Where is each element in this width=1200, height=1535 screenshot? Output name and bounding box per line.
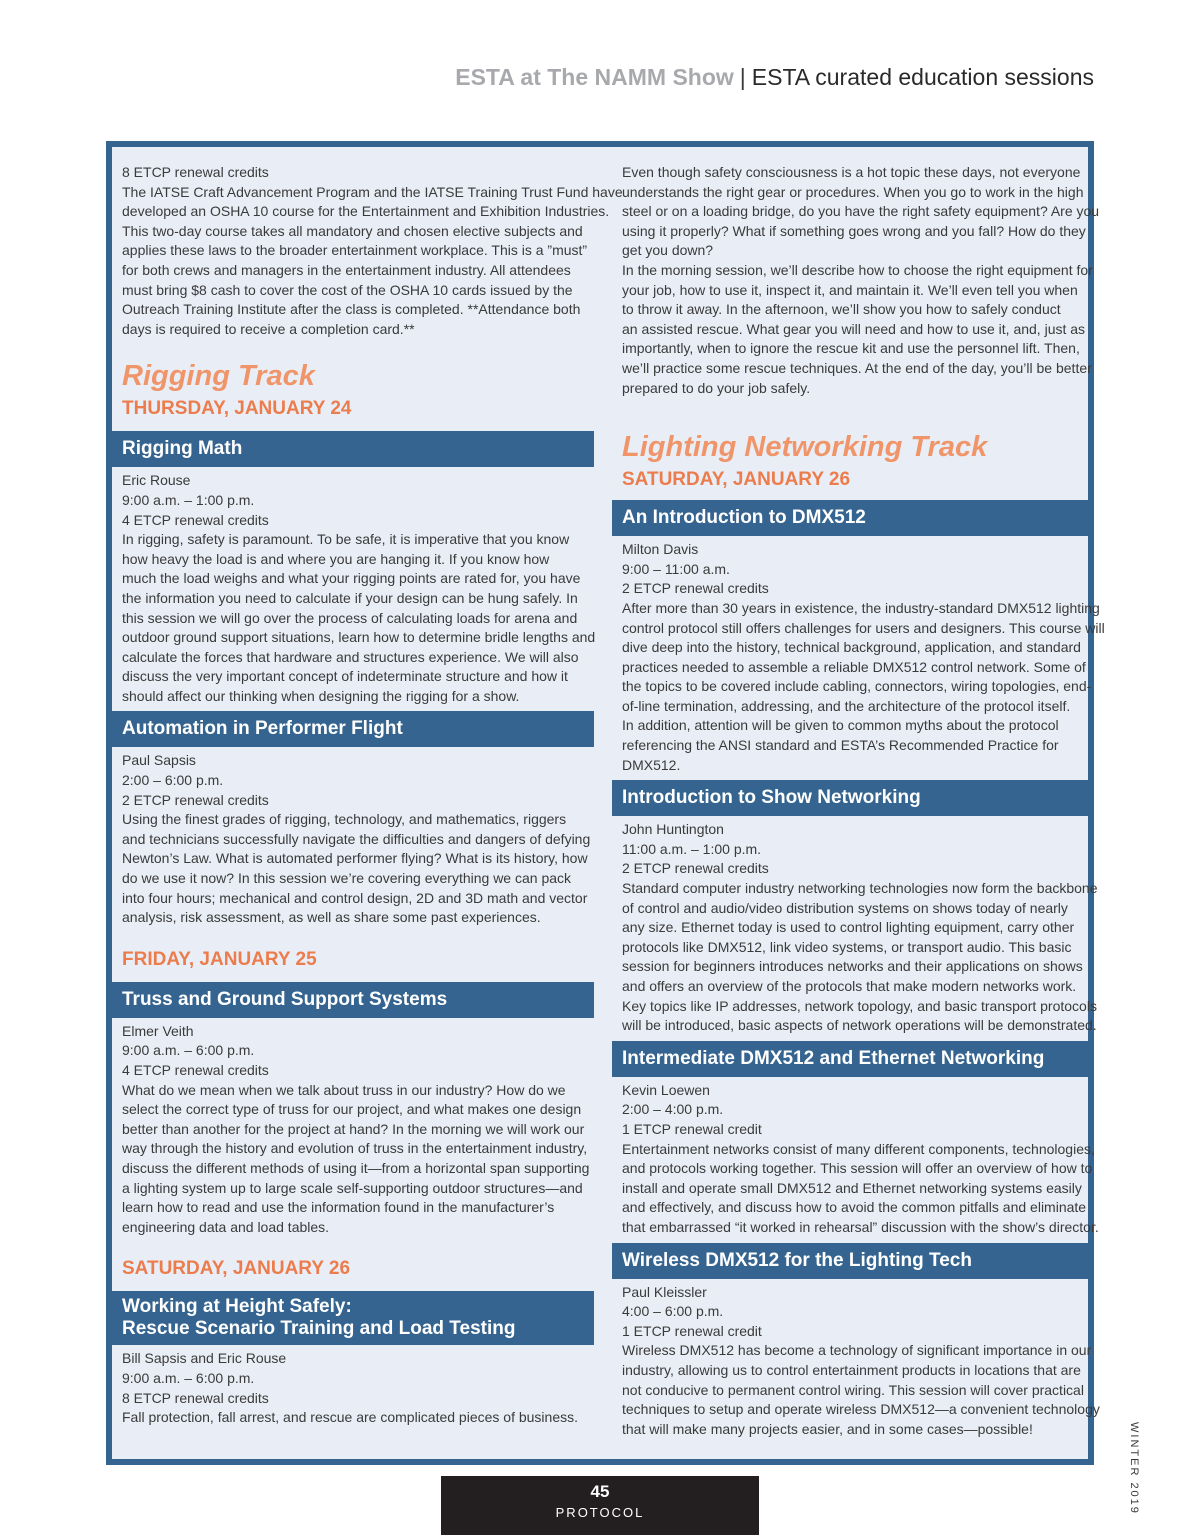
session-time: 9:00 a.m. – 6:00 p.m.	[122, 1369, 255, 1386]
header-subtitle: ESTA curated education sessions	[751, 64, 1094, 90]
session-title-intermediate-dmx512: Intermediate DMX512 and Ethernet Networking	[612, 1041, 1094, 1077]
text-line: Standard computer industry networking technologies now form the backbone	[622, 880, 1098, 897]
text-line: that will make many projects easier, and in some cases—possible!	[622, 1420, 1033, 1437]
lighting-track-title: Lighting Networking Track	[622, 431, 988, 464]
session-title-line: Rescue Scenario Training and Load Testing	[122, 1318, 516, 1340]
session-credits: 1 ETCP renewal credit	[622, 1322, 762, 1339]
text-line: much the load weighs and what your rigging points are rated for, you have	[122, 570, 581, 587]
session-credits: 4 ETCP renewal credits	[122, 511, 269, 528]
text-line: the topics to be covered include cabling, connectors, wiring topologies, end-	[622, 678, 1092, 695]
session-title-working-at-height	[112, 1291, 594, 1345]
text-line: better than another for the project at hand? In the morning we will work our	[122, 1120, 585, 1137]
rigging-track-title: Rigging Track	[122, 360, 315, 393]
session-body-show-networking	[612, 820, 1098, 1036]
text-line: learn how to read and use the information found in the manufacturer’s	[122, 1199, 555, 1216]
session-title-line: Working at Height Safely:	[122, 1296, 352, 1318]
session-title-rigging-math: Rigging Math	[112, 431, 594, 467]
page-header	[455, 64, 1094, 91]
intro-text-right	[612, 163, 1100, 398]
session-credits: 2 ETCP renewal credits	[122, 791, 269, 808]
text-line: your job, how to use it, inspect it, and maintain it. We’ll even tell you when	[622, 281, 1078, 298]
session-title-automation: Automation in Performer Flight	[112, 711, 594, 747]
session-credits: 8 ETCP renewal credits	[122, 1389, 269, 1406]
text-line: will be introduced, basic aspects of network operations will be demonstrated.	[622, 1017, 1097, 1034]
text-line: select the correct type of truss for our project, and what makes one design	[122, 1101, 582, 1118]
day-heading-friday: FRIDAY, JANUARY 25	[122, 948, 317, 970]
text-line: not conducive to permanent control wiring. This session will cover practical	[622, 1381, 1084, 1398]
session-title-wireless-dmx512: Wireless DMX512 for the Lighting Tech	[612, 1243, 1094, 1279]
header-separator: |	[739, 64, 746, 90]
session-presenter: John Huntington	[622, 821, 724, 838]
day-heading-thursday: THURSDAY, JANUARY 24	[122, 398, 352, 420]
text-line: session for beginners introduces networks and their applications on shows	[622, 958, 1083, 975]
session-body-wireless-dmx512	[612, 1283, 1100, 1440]
text-line: that embarrassed “it worked in rehearsal” discussion with the show’s director.	[622, 1218, 1099, 1235]
session-presenter: Bill Sapsis and Eric Rouse	[122, 1350, 287, 1367]
text-line: outdoor ground support situations, learn how to determine bridle lengths and	[122, 629, 596, 646]
text-line: discuss the different methods of using it—from a horizontal span supporting	[122, 1159, 590, 1176]
text-line: 8 ETCP renewal credits	[122, 164, 269, 180]
text-line: After more than 30 years in existence, the industry-standard DMX512 lighting	[622, 599, 1100, 616]
text-line: an assisted rescue. What gear you will need and how to use it, and, just as	[622, 320, 1086, 337]
text-line: What do we mean when we talk about truss in our industry? How do we	[122, 1081, 566, 1098]
text-line: Even though safety consciousness is a hot topic these days, not everyone	[622, 164, 1081, 180]
text-line: for both crews and managers in the entertainment industry. All attendees	[122, 261, 571, 278]
text-line: and offers an overview of the protocols that make modern networks work.	[622, 978, 1077, 994]
text-line: engineering data and load tables.	[122, 1218, 330, 1235]
session-time: 4:00 – 6:00 p.m.	[622, 1303, 724, 1320]
text-line: and technicians successfully navigate the difficulties and dangers of defying	[122, 830, 591, 847]
publication-name: PROTOCOL	[555, 1505, 645, 1520]
session-time: 11:00 a.m. – 1:00 p.m.	[622, 840, 762, 857]
text-line: Wireless DMX512 has become a technology of significant importance in our	[622, 1342, 1092, 1359]
session-time: 2:00 – 6:00 p.m.	[122, 772, 224, 789]
text-line: Entertainment networks consist of many different components, technologies,	[622, 1140, 1095, 1157]
text-line: techniques to setup and operate wireless DMX512—a convenient technology	[622, 1401, 1100, 1418]
text-line: applies these laws to the broader entertainment workplace. This is a ”must”	[122, 242, 588, 259]
text-line: calculate the forces that hardware and structures experience. We will also	[122, 648, 579, 665]
session-credits: 4 ETCP renewal credits	[122, 1062, 269, 1078]
text-line: control protocol still offers challenges for users and designers. This course will	[622, 619, 1105, 636]
session-title-show-networking: Introduction to Show Networking	[612, 780, 1094, 816]
content-frame	[106, 141, 1105, 1465]
text-line: Fall protection, fall arrest, and rescue are complicated pieces of business.	[122, 1409, 579, 1426]
text-line: must bring $8 cash to cover the cost of the OSHA 10 cards issued by the	[122, 281, 573, 298]
session-body-automation	[112, 751, 594, 927]
text-line: In the morning session, we’ll describe how to choose the right equipment for	[622, 261, 1093, 278]
text-line: and protocols working together. This session will offer an overview of how to	[622, 1160, 1093, 1177]
left-column	[112, 147, 623, 1428]
text-line: and effectively, and discuss how to avoid the common pitfalls and eliminate	[622, 1199, 1087, 1216]
text-line: install and operate small DMX512 and Ethernet networking systems easily	[622, 1179, 1082, 1196]
text-line: protocols like DMX512, link video systems, or transport audio. This basic	[622, 938, 1072, 955]
session-time: 9:00 a.m. – 6:00 p.m.	[122, 1042, 255, 1059]
text-line: In rigging, safety is paramount. To be safe, it is imperative that you know	[122, 531, 570, 548]
text-line: into four hours; mechanical and control design, 2D and 3D math and vector	[122, 889, 588, 906]
text-line: analysis, risk assessment, as well as share some past experiences.	[122, 909, 541, 926]
text-line: prepared to do your job safely.	[622, 379, 811, 396]
text-line: referencing the ANSI standard and ESTA’s Recommended Practice for	[622, 737, 1059, 754]
session-body-working-at-height	[112, 1349, 594, 1427]
text-line: The IATSE Craft Advancement Program and the IATSE Training Trust Fund have	[122, 183, 623, 200]
text-line: to throw it away. In the afternoon, we’ll show you how to safely conduct	[622, 301, 1061, 318]
text-line: dive deep into the history, technical background, application, and standard	[622, 639, 1081, 656]
text-line: In addition, attention will be given to common myths about the protocol	[622, 717, 1059, 734]
text-line: we’ll practice some rescue techniques. At the end of the day, you’ll be better	[622, 359, 1092, 376]
text-line: discuss the very important concept of indeterminate structure and how it	[122, 668, 568, 685]
text-line: steel or on a loading bridge, do you have the right safety equipment? Are you	[622, 203, 1100, 220]
day-heading-saturday-lighting: SATURDAY, JANUARY 26	[622, 469, 851, 491]
text-line: the information you need to calculate if your design can be hung safely. In	[122, 589, 578, 606]
text-line: developed an OSHA 10 course for the Entertainment and Exhibition Industries.	[122, 203, 610, 220]
text-line: using it properly? What if something goes wrong and you fall? How do they	[622, 222, 1086, 239]
session-presenter: Paul Kleissler	[622, 1283, 707, 1300]
session-presenter: Milton Davis	[622, 541, 699, 558]
text-line: DMX512.	[622, 756, 681, 773]
session-credits: 2 ETCP renewal credits	[622, 860, 769, 877]
session-title-truss: Truss and Ground Support Systems	[112, 982, 594, 1018]
text-line: Key topics like IP addresses, network topology, and basic transport protocols	[622, 997, 1097, 1014]
session-body-truss	[112, 1022, 594, 1238]
text-line: this session we will go over the process of calculating loads for arena and	[122, 609, 578, 626]
text-line: any size. Ethernet today is used to control lighting equipment, carry other	[622, 919, 1075, 936]
text-line: of control and audio/video distribution systems on shows today of nearly	[622, 899, 1068, 916]
text-line: of-line termination, addressing, and the architecture of the protocol itself.	[622, 697, 1071, 714]
session-presenter: Eric Rouse	[122, 472, 191, 489]
right-column	[612, 147, 1105, 1439]
session-time: 2:00 – 4:00 p.m.	[622, 1101, 724, 1118]
text-line: how heavy the load is and where you are hanging it. If you know how	[122, 550, 550, 567]
day-heading-saturday-rigging: SATURDAY, JANUARY 26	[122, 1258, 351, 1280]
text-line: practices needed to assemble a reliable DMX512 control network. Some of	[622, 658, 1086, 675]
text-line: industry, allowing us to control entertainment products in locations that are	[622, 1361, 1081, 1378]
text-line: get you down?	[622, 242, 714, 259]
session-title-intro-dmx512: An Introduction to DMX512	[612, 500, 1094, 536]
session-credits: 1 ETCP renewal credit	[622, 1120, 762, 1137]
text-line: way through the history and evolution of truss in the entertainment industry,	[122, 1140, 588, 1157]
text-line: do we use it now? In this session we’re covering everything we can pack	[122, 870, 572, 887]
session-time: 9:00 – 11:00 a.m.	[622, 560, 730, 577]
page-number: 45	[590, 1482, 610, 1501]
text-line: importantly, when to ignore the rescue kit and use the personnel lift. Then,	[622, 340, 1080, 357]
text-line: understands the right gear or procedures. When you go to work in the high	[622, 183, 1084, 200]
header-brand: ESTA at The NAMM Show	[455, 64, 734, 90]
issue-season: WINTER 2019	[1128, 1422, 1140, 1515]
session-body-intro-dmx512	[612, 540, 1105, 775]
text-line: Outreach Training Institute after the class is completed. **Attendance both	[122, 301, 581, 318]
session-presenter: Kevin Loewen	[622, 1081, 710, 1098]
text-line: Using the finest grades of rigging, technology, and mathematics, riggers	[122, 811, 567, 828]
page-footer	[441, 1476, 759, 1535]
text-line: days is required to receive a completion card.**	[122, 320, 415, 337]
session-credits: 2 ETCP renewal credits	[622, 580, 769, 597]
session-body-rigging-math	[112, 471, 594, 706]
session-time: 9:00 a.m. – 1:00 p.m.	[122, 491, 255, 508]
text-line: should affect our thinking when designing the rigging for a show.	[122, 687, 520, 704]
session-presenter: Paul Sapsis	[122, 752, 196, 769]
text-line: This two-day course takes all mandatory and chosen elective subjects and	[122, 222, 583, 239]
text-line: a lighting system up to large scale self-supporting outdoor structures—and	[122, 1179, 583, 1196]
intro-text-left	[112, 163, 623, 339]
session-body-intermediate-dmx512	[612, 1081, 1099, 1238]
text-line: Newton’s Law. What is automated performer flying? What is its history, how	[122, 850, 588, 867]
session-presenter: Elmer Veith	[122, 1022, 194, 1039]
